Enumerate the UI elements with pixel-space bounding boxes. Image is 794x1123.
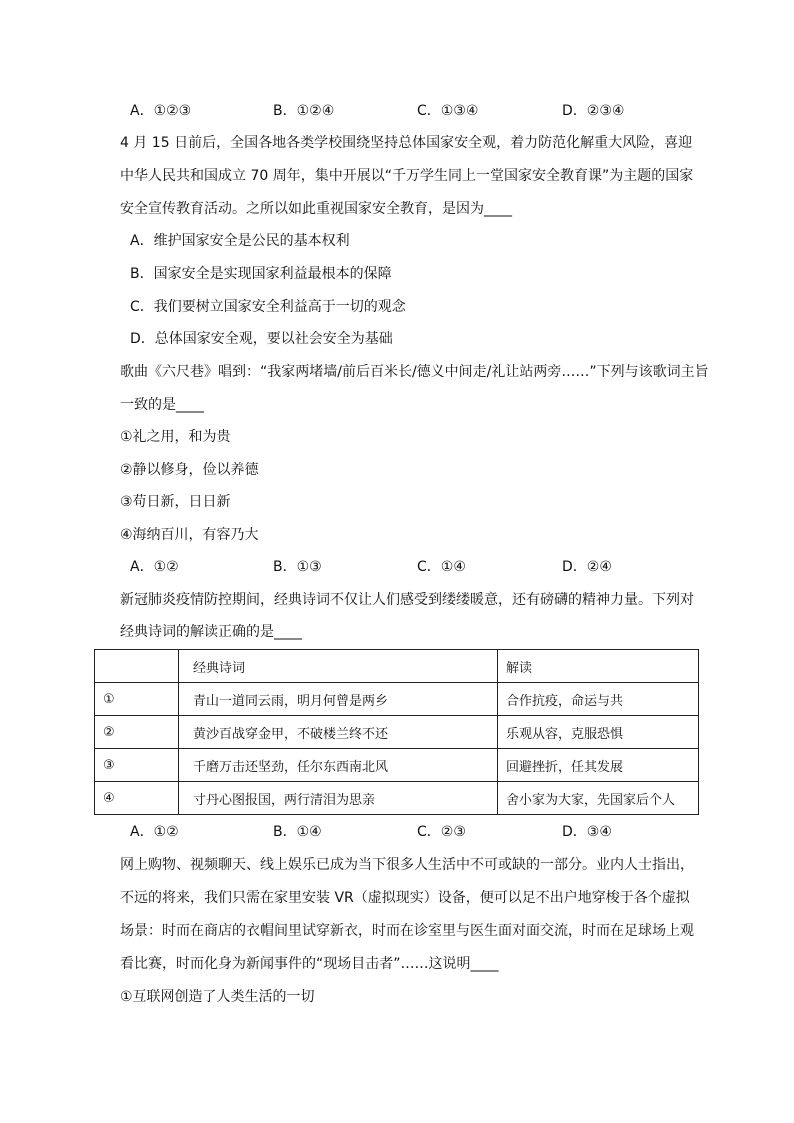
q3-item-4: ④海纳百川，有容乃大 — [120, 527, 259, 543]
q3-item-1: ①礼之用，和为贵 — [120, 429, 231, 445]
table-cell: 舍小家为大家，先国家后个人 — [498, 782, 699, 815]
table-header-row — [95, 650, 699, 683]
q1-options — [130, 101, 690, 121]
table-cell: ④ — [95, 782, 179, 815]
table-row — [95, 782, 699, 815]
table-cell: 千磨万击还坚劲，任尔东西南北风 — [179, 749, 498, 782]
q3-option-c[interactable]: C．①④ — [417, 559, 466, 575]
q2-choice-d[interactable]: D．总体国家安全观，要以社会安全为基础 — [130, 331, 393, 347]
poem-table — [94, 649, 699, 815]
q3-stem-line-2: 一致的是____ — [120, 397, 204, 413]
table-row — [95, 749, 699, 782]
q1-option-d[interactable]: D．②③④ — [562, 103, 625, 119]
q4-options — [130, 822, 690, 842]
table-row — [95, 683, 699, 716]
q5-item-1: ①互联网创造了人类生活的一切 — [120, 989, 315, 1005]
q4-option-a[interactable]: A．①② — [130, 824, 179, 840]
q5-stem-line-4: 看比赛，时而化身为新闻事件的“现场目击者”……这说明____ — [120, 956, 499, 972]
table-cell: 青山一道同云雨，明月何曾是两乡 — [179, 683, 498, 716]
q1-option-b[interactable]: B．①②④ — [273, 103, 335, 119]
q2-stem-line-2: 中华人民共和国成立 70 周年，集中开展以“千万学生同上一堂国家安全教育课”为主题的国家 — [120, 168, 694, 184]
q2-choice-c[interactable]: C．我们要树立国家安全利益高于一切的观念 — [130, 299, 406, 315]
q5-stem-line-2: 不远的将来，我们只需在家里安装 VR（虚拟现实）设备，便可以足不出户地穿梭于各个虚拟 — [120, 890, 690, 906]
table-cell: 回避挫折，任其发展 — [498, 749, 699, 782]
table-header-cell: 解读 — [498, 650, 699, 683]
q2-stem-line-1: 4 月 15 日前后，全国各地各类学校围绕坚持总体国家安全观，着力防范化解重大风险，喜迎 — [120, 135, 693, 151]
table-header-cell: 经典诗词 — [179, 650, 498, 683]
q2-choice-b[interactable]: B．国家安全是实现国家利益最根本的保障 — [130, 266, 392, 282]
q3-item-3: ③苟日新，日日新 — [120, 494, 231, 510]
table-cell: ② — [95, 716, 179, 749]
q4-option-c[interactable]: C．②③ — [417, 824, 466, 840]
table-header-cell — [95, 650, 179, 683]
table-cell: ① — [95, 683, 179, 716]
q5-stem-line-3: 场景：时而在商店的衣帽间里试穿新衣，时而在诊室里与医生面对面交流，时而在足球场上观 — [120, 923, 694, 939]
q1-option-c[interactable]: C．①③④ — [417, 103, 479, 119]
q3-stem-line-1: 歌曲《六尺巷》唱到：“我家两堵墙/前后百米长/德义中间走/礼让站两旁……”下列与该歌词主旨 — [120, 364, 709, 380]
q2-stem-line-3: 安全宣传教育活动。之所以如此重视国家安全教育，是因为____ — [120, 201, 512, 217]
table-row — [95, 716, 699, 749]
table-cell: 合作抗疫，命运与共 — [498, 683, 699, 716]
q4-option-d[interactable]: D．③④ — [562, 824, 612, 840]
q3-option-a[interactable]: A．①② — [130, 559, 179, 575]
table-cell: 乐观从容，克服恐惧 — [498, 716, 699, 749]
q2-choice-a[interactable]: A．维护国家安全是公民的基本权利 — [130, 233, 350, 249]
q4-stem-line-1: 新冠肺炎疫情防控期间，经典诗词不仅让人们感受到缕缕暖意，还有磅礴的精神力量。下列对 — [120, 592, 694, 608]
table-cell: ③ — [95, 749, 179, 782]
q5-stem-line-1: 网上购物、视频聊天、线上娱乐已成为当下很多人生活中不可或缺的一部分。业内人士指出， — [120, 857, 694, 873]
q3-option-b[interactable]: B．①③ — [273, 559, 322, 575]
q4-stem-line-2: 经典诗词的解读正确的是____ — [120, 624, 302, 640]
q3-option-d[interactable]: D．②④ — [562, 559, 612, 575]
q1-option-a[interactable]: A．①②③ — [130, 103, 192, 119]
q4-option-b[interactable]: B．①④ — [273, 824, 322, 840]
q3-item-2: ②静以修身，俭以养德 — [120, 462, 259, 478]
table-cell: 寸丹心图报国，两行清泪为思亲 — [179, 782, 498, 815]
q3-options — [130, 557, 690, 577]
table-cell: 黄沙百战穿金甲，不破楼兰终不还 — [179, 716, 498, 749]
